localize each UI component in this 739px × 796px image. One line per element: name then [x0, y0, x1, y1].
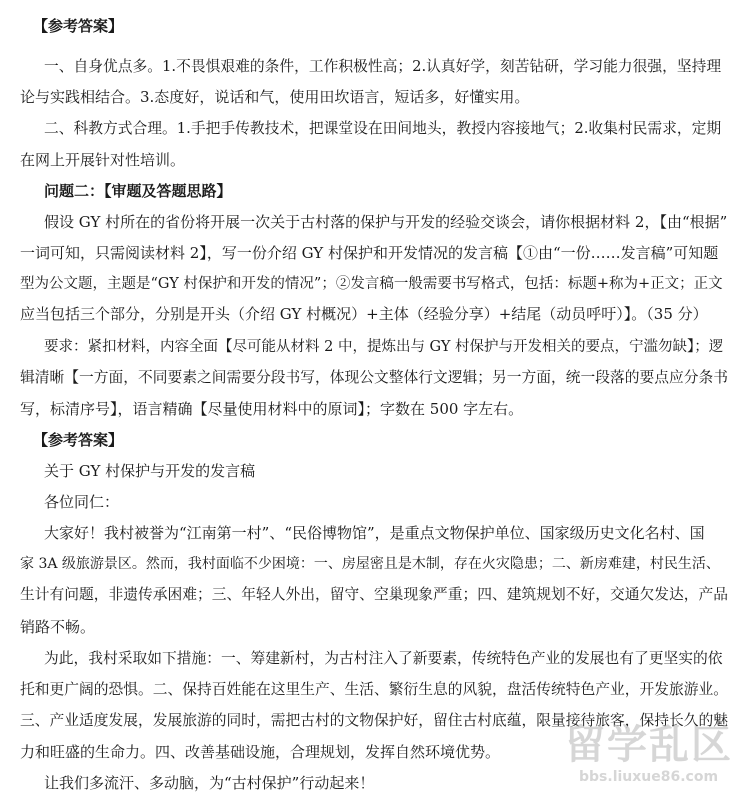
paragraph-line: 一词可知，只需阅读材料 2】，写一份介绍 GY 村保护和开发情况的发言稿【①由“一份……发言稿”可知题 — [20, 244, 719, 262]
paragraph-line: 二、科教方式合理。1.手把手传教技术，把课堂设在田间地头，教授内容接地气；2.收集村民需求，定期 — [44, 120, 722, 137]
paragraph-line: 论与实践相结合。3.态度好，说话和气，使用田坎语言，短话多，好懂实用。 — [20, 88, 530, 106]
speech-title: 关于 GY 村保护与开发的发言稿 — [44, 462, 256, 480]
paragraph-line: 为此，我村采取如下措施：一、筹建新村，为古村注入了新要素，传统特色产业的发展也有了更坚实的依 — [44, 650, 723, 667]
paragraph-line: 应当包括三个部分，分别是开头（介绍 GY 村概况）+主体（经验分享）+结尾（动员呼吁）】。（35 分） — [20, 305, 708, 323]
paragraph-line: 让我们多流汗、多动脑，为“古村保护”行动起来！ — [44, 774, 375, 792]
paragraph-line: 辑清晰【一方面，不同要素之间需要分段书写，体现公文整体行文逻辑；另一方面，统一段落的要点应分条书 — [20, 369, 728, 386]
paragraph-line: 一、自身优点多。1.不畏惧艰难的条件，工作积极性高；2.认真好学，刻苦钻研，学习能力很强，坚持理 — [44, 58, 722, 75]
paragraph-line: 托和更广阔的恐惧。二、保持百姓能在这里生产、生活、繁衍生息的风貌，盘活传统特色产业，开发旅游业。 — [20, 681, 728, 698]
speech-salutation: 各位同仁： — [44, 493, 120, 511]
paragraph-line: 假设 GY 村所在的省份将开展一次关于古村落的保护与开发的经验交谈会，请你根据材料 2，【由“根据” — [44, 213, 728, 231]
watermark-url: bbs.liuxue86.com — [579, 769, 719, 785]
paragraph-line: 大家好！我村被誉为“江南第一村”、“民俗博物馆”，是重点文物保护单位、国家级历史文化名村、国 — [44, 524, 705, 542]
answer-heading-1: 【参考答案】 — [33, 17, 124, 35]
watermark-logo: 留学乱区 — [565, 722, 733, 768]
paragraph-line: 在网上开展针对性培训。 — [20, 151, 186, 169]
question-two-heading: 问题二：【审题及答题思路】 — [44, 182, 232, 200]
paragraph-line: 家 3A 级旅游景区。然而，我村面临不少困境：一、房屋密且是木制，存在火灾隐患；二、新房难建，村民生活、 — [20, 556, 720, 572]
paragraph-line: 销路不畅。 — [20, 618, 96, 636]
paragraph-line: 要求：紧扣材料，内容全面【尽可能从材料 2 中，提炼出与 GY 村保护与开发相关的要点，宁滥勿缺】；逻 — [44, 339, 724, 355]
paragraph-line: 三、产业适度发展，发展旅游的同时，需把古村的文物保护好，留住古村底蕴，限量接待旅客，保持长久的魅 — [20, 712, 728, 729]
paragraph-line: 型为公文题，主题是“GY 村保护和开发的情况”；②发言稿一般需要书写格式，包括：标题+称为+正文；正文 — [20, 276, 723, 292]
site-watermark — [565, 722, 735, 792]
paragraph-line: 力和旺盛的生命力。四、改善基础设施，合理规划，发挥自然环境优势。 — [20, 743, 501, 761]
paragraph-line: 写，标清序号】，语言精确【尽量使用材料中的原词】；字数在 500 字左右。 — [20, 400, 524, 418]
paragraph-line: 生计有问题，非遗传承困难；三、年轻人外出，留守、空巢现象严重；四、建筑规划不好，交通欠发达，产品 — [20, 586, 728, 603]
answer-heading-2: 【参考答案】 — [33, 431, 124, 449]
